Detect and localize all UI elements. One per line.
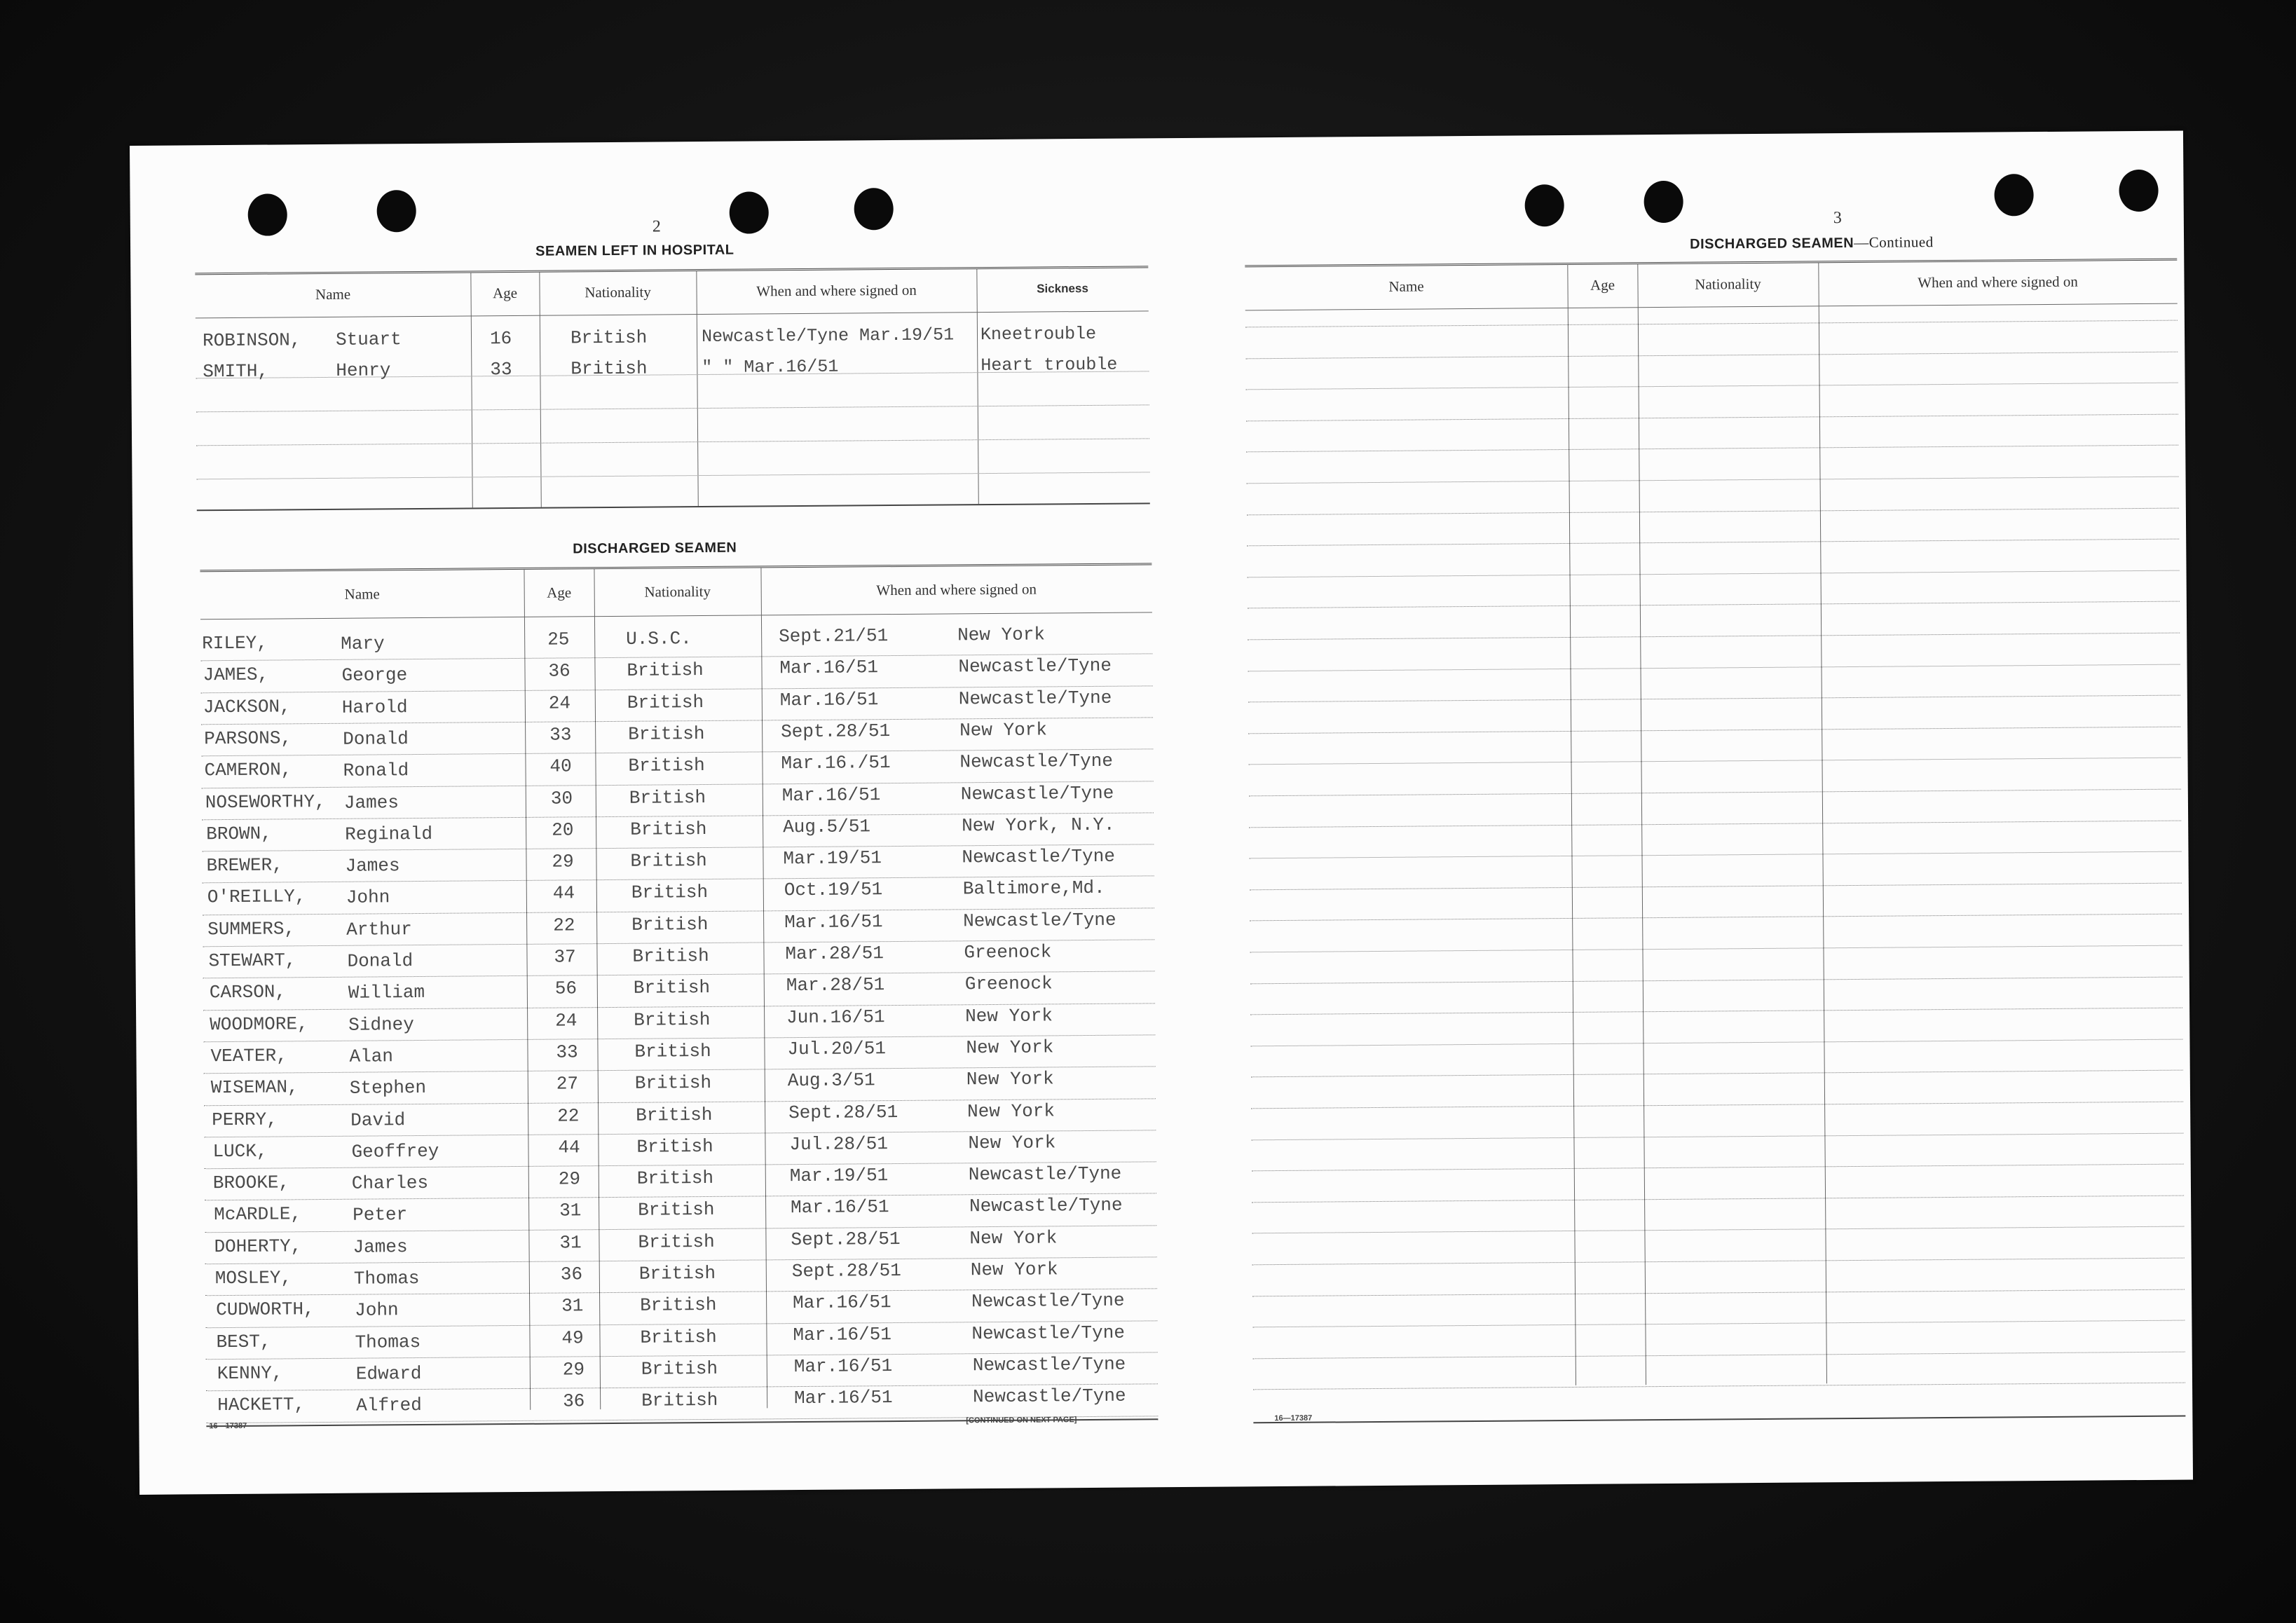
signed-on-cell: " " Mar.16/51 xyxy=(702,356,839,378)
blank-row-rule xyxy=(1251,1070,2183,1078)
date-cell: Sept.21/51 xyxy=(779,625,889,648)
blank-row-rule xyxy=(1246,413,2178,421)
surname-cell: PERRY, xyxy=(212,1108,278,1130)
date-cell: Mar.16/51 xyxy=(793,1323,892,1345)
table-bottom-rule xyxy=(1253,1413,2185,1424)
hospital-row xyxy=(196,354,1149,389)
blank-row-rule xyxy=(1250,1039,2182,1046)
place-cell: New York xyxy=(965,1004,1053,1027)
date-cell: Mar.16/51 xyxy=(793,1355,893,1377)
given-name-cell: Donald xyxy=(343,727,409,750)
blank-row-rule xyxy=(1248,695,2180,703)
page-left xyxy=(130,138,1163,1495)
age-cell: 30 xyxy=(550,787,573,809)
blank-row-rule xyxy=(1250,914,2182,922)
nationality-cell: British xyxy=(630,818,707,840)
age-cell: 31 xyxy=(561,1295,584,1317)
col-header-age: Age xyxy=(492,284,518,302)
blank-row-rule xyxy=(1252,1258,2185,1266)
given-name-cell: Charles xyxy=(351,1172,429,1194)
page-number: 3 xyxy=(1833,209,1842,228)
given-name-cell: John xyxy=(355,1299,399,1321)
col-header-name: Name xyxy=(1388,278,1424,295)
surname-cell: HACKETT, xyxy=(217,1394,306,1416)
discharged-title: DISCHARGED SEAMEN xyxy=(573,540,737,557)
blank-row-rule xyxy=(1252,1164,2184,1172)
date-cell: Mar.16/51 xyxy=(791,1196,889,1219)
nationality-cell: British xyxy=(638,1262,716,1285)
blank-row-rule xyxy=(1247,477,2179,484)
surname-cell: CAMERON, xyxy=(204,759,292,781)
age-cell: 44 xyxy=(552,882,575,904)
age-cell: 29 xyxy=(562,1359,585,1381)
given-name-cell: Reginald xyxy=(345,823,433,845)
given-name-cell: Mary xyxy=(341,633,385,655)
hospital-title: SEAMEN LEFT IN HOSPITAL xyxy=(535,242,734,259)
surname-cell: O'REILLY, xyxy=(207,886,306,908)
date-cell: Mar.16./51 xyxy=(781,752,891,774)
place-cell: Newcastle/Tyne xyxy=(968,1163,1122,1186)
place-cell: Baltimore,Md. xyxy=(962,877,1105,900)
given-name-cell: George xyxy=(341,664,408,687)
date-cell: Aug.3/51 xyxy=(787,1069,875,1092)
blank-row-rule xyxy=(1248,570,2180,577)
blank-row-rule xyxy=(1245,320,2178,328)
date-cell: Jul.20/51 xyxy=(787,1038,887,1060)
continued-title-suffix: —Continued xyxy=(1854,233,1934,251)
form-number: 16—17387 xyxy=(209,1421,247,1431)
blank-row-rule xyxy=(1250,945,2182,953)
place-cell: Newcastle/Tyne xyxy=(958,687,1112,709)
nationality-cell: British xyxy=(641,1357,718,1380)
given-name-cell: Stuart xyxy=(335,329,402,350)
place-cell: Newcastle/Tyne xyxy=(959,750,1114,773)
surname-cell: VEATER, xyxy=(210,1045,287,1067)
blank-row-rule xyxy=(1248,633,2180,641)
col-header-nationality: Nationality xyxy=(644,582,711,601)
date-cell: Sept.28/51 xyxy=(788,1101,898,1123)
date-cell: Mar.19/51 xyxy=(789,1165,889,1187)
blank-row-rule xyxy=(1252,1195,2184,1203)
nationality-cell: British xyxy=(631,882,709,904)
date-cell: Mar.16/51 xyxy=(781,783,881,806)
continued-title xyxy=(1690,233,1934,253)
date-cell: Jun.16/51 xyxy=(786,1006,885,1028)
nationality-cell: British xyxy=(634,1040,711,1062)
surname-cell: LUCK, xyxy=(212,1140,268,1162)
register-sheet xyxy=(130,131,2193,1495)
blank-row-rule xyxy=(1252,1226,2184,1234)
nationality-cell: British xyxy=(640,1326,717,1348)
date-cell: Aug.5/51 xyxy=(783,816,871,837)
given-name-cell: James xyxy=(353,1235,408,1258)
age-cell: 36 xyxy=(563,1390,585,1412)
continued-note: [CONTINUED ON NEXT PAGE] xyxy=(966,1416,1077,1425)
nationality-cell: British xyxy=(627,691,704,713)
date-cell: Sept.28/51 xyxy=(791,1228,901,1250)
date-cell: Mar.28/51 xyxy=(786,974,885,997)
date-cell: Sept.28/51 xyxy=(781,720,891,743)
surname-cell: WOODMORE, xyxy=(210,1013,308,1035)
surname-cell: CARSON, xyxy=(209,981,287,1004)
age-cell: 33 xyxy=(490,359,512,381)
place-cell: New York xyxy=(970,1259,1058,1281)
surname-cell: SMITH, xyxy=(203,360,269,383)
nationality-cell: British xyxy=(570,357,648,380)
place-cell: Greenock xyxy=(964,973,1053,995)
place-cell: Newcastle/Tyne xyxy=(960,782,1114,804)
place-cell: Newcastle/Tyne xyxy=(973,1385,1126,1408)
nationality-cell: British xyxy=(638,1231,715,1253)
signed-on-cell: Newcastle/Tyne Mar.19/51 xyxy=(701,324,955,348)
blank-row-rule xyxy=(1250,1008,2182,1015)
blank-row-rule xyxy=(1248,664,2180,671)
given-name-cell: Arthur xyxy=(346,918,412,940)
place-cell: New York xyxy=(969,1227,1058,1249)
surname-cell: BROWN, xyxy=(206,823,272,845)
date-cell: Mar.16/51 xyxy=(793,1292,891,1314)
blank-row-rule xyxy=(1250,976,2182,984)
blank-row-rule xyxy=(1249,758,2181,765)
date-cell: Jul.28/51 xyxy=(789,1132,889,1155)
nationality-cell: British xyxy=(634,1072,712,1094)
given-name-cell: Thomas xyxy=(353,1268,420,1289)
nationality-cell: British xyxy=(634,1008,711,1031)
blank-row-rule xyxy=(1249,820,2181,828)
surname-cell: JACKSON, xyxy=(203,695,291,718)
surname-cell: MOSLEY, xyxy=(214,1267,292,1289)
continued-table xyxy=(1245,260,2185,1416)
given-name-cell: Donald xyxy=(347,950,414,972)
blank-row-rule xyxy=(1252,1289,2185,1296)
blank-row-rule xyxy=(1251,1102,2183,1109)
surname-cell: PARSONS, xyxy=(204,727,292,750)
surname-cell: NOSEWORTHY, xyxy=(205,790,326,813)
place-cell: Newcastle/Tyne xyxy=(958,655,1112,678)
surname-cell: ROBINSON, xyxy=(202,329,301,352)
blank-row-rule xyxy=(1247,539,2179,547)
col-header-age: Age xyxy=(547,584,572,601)
age-cell: 44 xyxy=(558,1137,580,1158)
col-header-nationality: Nationality xyxy=(585,283,651,301)
surname-cell: SUMMERS, xyxy=(207,917,296,940)
age-cell: 36 xyxy=(560,1264,583,1285)
blank-row-rule xyxy=(1250,882,2182,890)
place-cell: Newcastle/Tyne xyxy=(972,1353,1126,1376)
place-cell: New York, N.Y. xyxy=(962,814,1115,837)
place-cell: New York xyxy=(966,1036,1054,1059)
given-name-cell: Thomas xyxy=(355,1331,421,1353)
page-right xyxy=(1244,131,2193,1487)
blank-row-rule xyxy=(1252,1320,2185,1328)
age-cell: 24 xyxy=(555,1009,578,1032)
sickness-cell: Kneetrouble xyxy=(980,323,1097,345)
surname-cell: DOHERTY, xyxy=(214,1235,302,1257)
date-cell: Mar.16/51 xyxy=(779,657,879,679)
nationality-cell: British xyxy=(570,327,648,349)
age-cell: 31 xyxy=(559,1200,582,1221)
given-name-cell: Stephen xyxy=(349,1077,427,1099)
blank-row-rule xyxy=(1253,1383,2185,1390)
age-cell: 29 xyxy=(552,851,574,872)
age-cell: 49 xyxy=(561,1327,584,1349)
nationality-cell: British xyxy=(628,723,705,745)
col-header-name: Name xyxy=(344,585,380,603)
blank-row-rule xyxy=(1246,445,2178,453)
nationality-cell: British xyxy=(636,1135,713,1158)
nationality-cell: British xyxy=(627,659,704,682)
blank-row-rule xyxy=(1251,1132,2183,1140)
blank-row-rule xyxy=(1247,507,2179,515)
nationality-cell: British xyxy=(631,913,709,936)
hospital-table xyxy=(195,267,1149,512)
age-cell: 22 xyxy=(553,915,575,936)
given-name-cell: William xyxy=(348,982,425,1004)
place-cell: Newcastle/Tyne xyxy=(969,1195,1123,1217)
age-cell: 31 xyxy=(559,1232,582,1254)
hospital-row xyxy=(196,323,1149,358)
form-number: 16—17387 xyxy=(1274,1413,1313,1423)
surname-cell: BROOKE, xyxy=(212,1172,290,1194)
nationality-cell: British xyxy=(633,977,711,999)
given-name-cell: Henry xyxy=(336,359,391,381)
place-cell: Newcastle/Tyne xyxy=(962,845,1116,868)
blank-row-rule xyxy=(1248,726,2180,734)
age-cell: 40 xyxy=(549,755,572,777)
blank-row-rule xyxy=(1245,351,2178,359)
date-cell: Mar.16/51 xyxy=(779,688,879,711)
blank-row-rule xyxy=(1246,383,2178,390)
age-cell: 24 xyxy=(548,692,571,714)
col-header-name: Name xyxy=(315,285,351,303)
blank-row-rule xyxy=(1248,601,2180,609)
continued-title-main: DISCHARGED SEAMEN xyxy=(1690,235,1854,252)
nationality-cell: British xyxy=(632,945,709,967)
surname-cell: BREWER, xyxy=(206,854,283,877)
place-cell: New York xyxy=(959,719,1048,741)
surname-cell: KENNY, xyxy=(217,1362,283,1385)
surname-cell: BEST, xyxy=(216,1331,271,1352)
place-cell: Newcastle/Tyne xyxy=(971,1322,1125,1344)
surname-cell: McARDLE, xyxy=(214,1203,302,1226)
given-name-cell: David xyxy=(350,1109,406,1131)
col-header-sickness: Sickness xyxy=(1037,281,1088,296)
discharged-table xyxy=(200,564,1158,1426)
nationality-cell: British xyxy=(636,1167,714,1189)
given-name-cell: Ronald xyxy=(343,760,409,781)
blank-row-rule xyxy=(1253,1351,2185,1359)
nationality-cell: British xyxy=(641,1390,718,1411)
nationality-cell: British xyxy=(640,1294,717,1317)
age-cell: 25 xyxy=(547,629,570,650)
sickness-cell: Heart trouble xyxy=(980,354,1118,376)
date-cell: Oct.19/51 xyxy=(784,879,883,901)
col-header-signed: When and where signed on xyxy=(1918,273,2078,292)
age-cell: 33 xyxy=(556,1041,578,1063)
blank-row-rule xyxy=(1249,851,2181,859)
age-cell: 33 xyxy=(549,724,572,746)
age-cell: 29 xyxy=(558,1168,581,1190)
surname-cell: RILEY, xyxy=(202,632,268,655)
col-header-signed: When and where signed on xyxy=(876,580,1037,599)
place-cell: Newcastle/Tyne xyxy=(963,909,1116,931)
place-cell: Greenock xyxy=(964,941,1052,964)
date-cell: Mar.16/51 xyxy=(784,910,883,933)
nationality-cell: British xyxy=(638,1199,715,1221)
date-cell: Mar.16/51 xyxy=(794,1387,893,1409)
given-name-cell: Geoffrey xyxy=(351,1140,439,1163)
place-cell: New York xyxy=(968,1132,1056,1154)
surname-cell: STEWART, xyxy=(208,950,296,972)
given-name-cell: Edward xyxy=(355,1362,422,1385)
given-name-cell: Harold xyxy=(341,696,408,718)
nationality-cell: British xyxy=(630,850,707,872)
given-name-cell: John xyxy=(346,886,390,909)
nationality-cell: British xyxy=(628,755,705,776)
col-header-nationality: Nationality xyxy=(1695,275,1761,293)
age-cell: 22 xyxy=(557,1104,580,1127)
place-cell: New York xyxy=(967,1100,1055,1122)
place-cell: New York xyxy=(966,1068,1054,1090)
given-name-cell: Peter xyxy=(353,1204,408,1226)
nationality-cell: U.S.C. xyxy=(626,628,692,650)
place-cell: New York xyxy=(957,624,1046,646)
age-cell: 56 xyxy=(554,978,578,999)
given-name-cell: James xyxy=(345,855,400,877)
surname-cell: JAMES, xyxy=(203,664,269,686)
col-header-age: Age xyxy=(1590,276,1615,294)
age-cell: 36 xyxy=(548,660,570,682)
surname-cell: CUDWORTH, xyxy=(216,1299,315,1321)
given-name-cell: Sidney xyxy=(348,1013,414,1036)
surname-cell: WISEMAN, xyxy=(210,1076,299,1099)
age-cell: 16 xyxy=(489,328,512,350)
date-cell: Mar.28/51 xyxy=(785,943,884,965)
nationality-cell: British xyxy=(629,786,706,809)
col-header-signed: When and where signed on xyxy=(756,281,917,300)
blank-row-rule xyxy=(1249,789,2181,797)
given-name-cell: Alan xyxy=(349,1046,394,1067)
date-cell: Sept.28/51 xyxy=(791,1259,901,1282)
date-cell: Mar.19/51 xyxy=(783,847,882,870)
age-cell: 27 xyxy=(556,1073,579,1095)
page-number: 2 xyxy=(652,217,661,236)
place-cell: Newcastle/Tyne xyxy=(971,1289,1125,1313)
given-name-cell: James xyxy=(343,791,399,814)
given-name-cell: Alfred xyxy=(356,1395,422,1416)
nationality-cell: British xyxy=(636,1104,713,1126)
age-cell: 37 xyxy=(554,946,576,968)
age-cell: 20 xyxy=(552,819,574,841)
